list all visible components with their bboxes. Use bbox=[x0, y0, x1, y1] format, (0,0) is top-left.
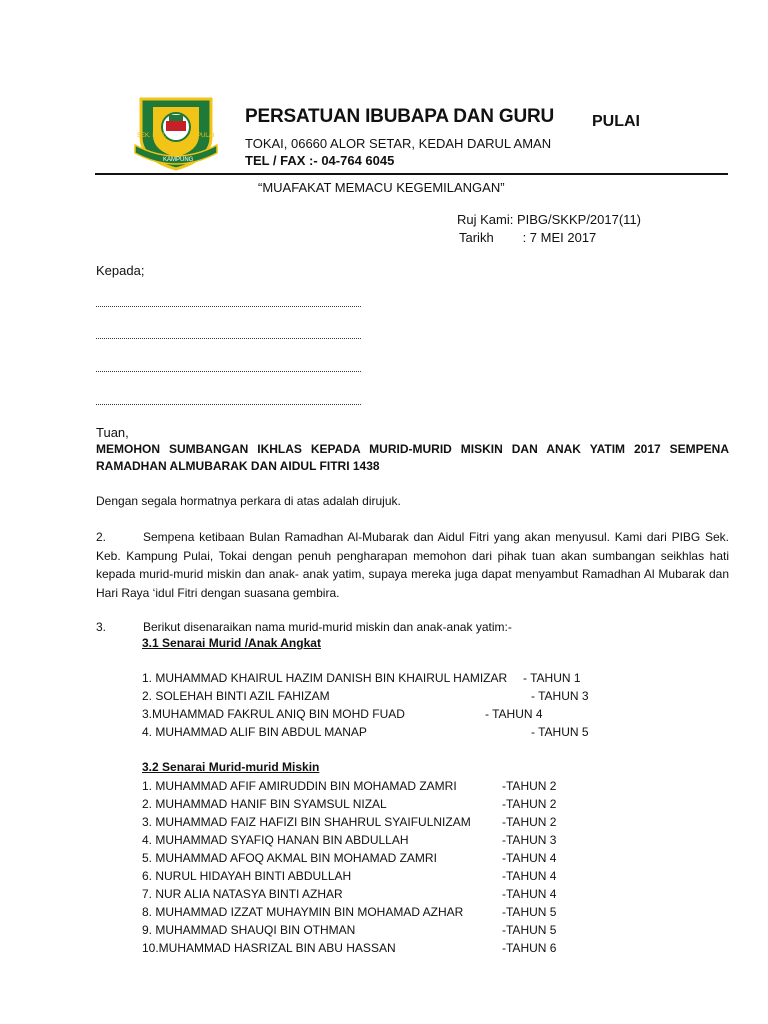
opening-paragraph: Dengan segala hormatnya perkara di atas adalah dirujuk. bbox=[96, 494, 401, 508]
motto: “MUAFAKAT MEMACU KEGEMILANGAN” bbox=[258, 180, 505, 195]
section-2-title: 3.2 Senarai Murid-murid Miskin bbox=[142, 760, 320, 774]
list-item-year: - TAHUN 1 bbox=[523, 671, 581, 685]
header-divider bbox=[95, 173, 728, 175]
list-item-year: -TAHUN 4 bbox=[502, 851, 557, 865]
org-name-suffix: PULAI bbox=[592, 113, 640, 130]
list-item-year: -TAHUN 4 bbox=[502, 887, 557, 901]
list-item-year: -TAHUN 4 bbox=[502, 869, 557, 883]
list-item-year: -TAHUN 2 bbox=[502, 797, 557, 811]
logo-text-left: SEK. KEB. bbox=[137, 133, 167, 139]
list-item-name: 7. NUR ALIA NATASYA BINTI AZHAR bbox=[142, 887, 343, 901]
list-item-year: -TAHUN 5 bbox=[502, 905, 557, 919]
list-item-name: 2. SOLEHAH BINTI AZIL FAHIZAM bbox=[142, 689, 330, 703]
paragraph-2 bbox=[96, 528, 729, 602]
list-item-year: -TAHUN 5 bbox=[502, 923, 557, 937]
recipient-label: Kepada; bbox=[96, 263, 145, 278]
list-item-year: -TAHUN 2 bbox=[502, 815, 557, 829]
org-tel-fax: TEL / FAX :- 04-764 6045 bbox=[245, 153, 395, 168]
list-item-name: 8. MUHAMMAD IZZAT MUHAYMIN BIN MOHAMAD AZHAR bbox=[142, 905, 464, 919]
list-item-name: 2. MUHAMMAD HANIF BIN SYAMSUL NIZAL bbox=[142, 797, 387, 811]
list-item-name: 4. MUHAMMAD SYAFIQ HANAN BIN ABDULLAH bbox=[142, 833, 409, 847]
list-item-year: - TAHUN 3 bbox=[531, 689, 589, 703]
list-item-name: 6. NURUL HIDAYAH BINTI ABDULLAH bbox=[142, 869, 352, 883]
list-item-name: 10.MUHAMMAD HASRIZAL BIN ABU HASSAN bbox=[142, 941, 396, 955]
reference-number: Ruj Kami: PIBG/SKKP/2017(11) bbox=[457, 212, 642, 227]
list-item-year: -TAHUN 6 bbox=[502, 941, 557, 955]
paragraph-3-text: Berikut disenaraikan nama murid-murid miskin dan anak-anak yatim:- bbox=[143, 620, 512, 634]
salutation: Tuan, bbox=[96, 425, 129, 440]
paragraph-3-number: 3. bbox=[96, 620, 107, 634]
paragraph-2-text: Sempena ketibaan Bulan Ramadhan Al-Mubarak dan Aidul Fitri yang akan menyusul. Kami dari PIBG Sek. Keb. Kampung Pulai, Tokai dengan penuh pengharapan memohon dari pihak tuan akan sumbangan seikhlas hati kepada murid-murid miskin dan anak- anak yatim, supaya mereka juga dapat menyambut Ramadhan Al Mubarak dan Hari Raya ‘idul Fitri dengan suasana gembira. bbox=[96, 530, 729, 600]
logo-ribbon-text: KAMPUNG bbox=[163, 157, 194, 163]
recipient-line-2 bbox=[96, 338, 361, 339]
paragraph-2-number: 2. bbox=[96, 530, 107, 544]
list-item-name: 4. MUHAMMAD ALIF BIN ABDUL MANAP bbox=[142, 725, 367, 739]
org-name: PERSATUAN IBUBAPA DAN GURU bbox=[245, 106, 555, 127]
list-item-name: 1. MUHAMMAD KHAIRUL HAZIM DANISH BIN KHAIRUL HAMIZAR bbox=[142, 671, 508, 685]
school-crest-logo bbox=[133, 93, 219, 173]
list-item-year: -TAHUN 2 bbox=[502, 779, 557, 793]
letter-subject: MEMOHON SUMBANGAN IKHLAS KEPADA MURID-MURID MISKIN DAN ANAK YATIM 2017 SEMPENA RAMADHAN ALMUBARAK DAN AIDUL FITRI 1438 bbox=[96, 442, 729, 473]
list-item-name: 3.MUHAMMAD FAKRUL ANIQ BIN MOHD FUAD bbox=[142, 707, 405, 721]
list-item-name: 5. MUHAMMAD AFOQ AKMAL BIN MOHAMAD ZAMRI bbox=[142, 851, 437, 865]
section-1-title: 3.1 Senarai Murid /Anak Angkat bbox=[142, 636, 321, 650]
logo-text-right: PULAI bbox=[197, 133, 215, 139]
list-item-name: 3. MUHAMMAD FAIZ HAFIZI BIN SHAHRUL SYAIFULNIZAM bbox=[142, 815, 471, 829]
list-item-year: -TAHUN 3 bbox=[502, 833, 557, 847]
list-item-name: 1. MUHAMMAD AFIF AMIRUDDIN BIN MOHAMAD ZAMRI bbox=[142, 779, 457, 793]
list-item-name: 9. MUHAMMAD SHAUQI BIN OTHMAN bbox=[142, 923, 356, 937]
list-item-year: - TAHUN 5 bbox=[531, 725, 589, 739]
recipient-line-3 bbox=[96, 371, 361, 372]
paragraph-3 bbox=[96, 618, 512, 637]
list-item-year: - TAHUN 4 bbox=[485, 707, 543, 721]
recipient-line-4 bbox=[96, 404, 361, 405]
letter-date: Tarikh : 7 MEI 2017 bbox=[459, 230, 597, 245]
org-address: TOKAI, 06660 ALOR SETAR, KEDAH DARUL AMAN bbox=[245, 136, 552, 151]
recipient-line-1 bbox=[96, 306, 361, 307]
